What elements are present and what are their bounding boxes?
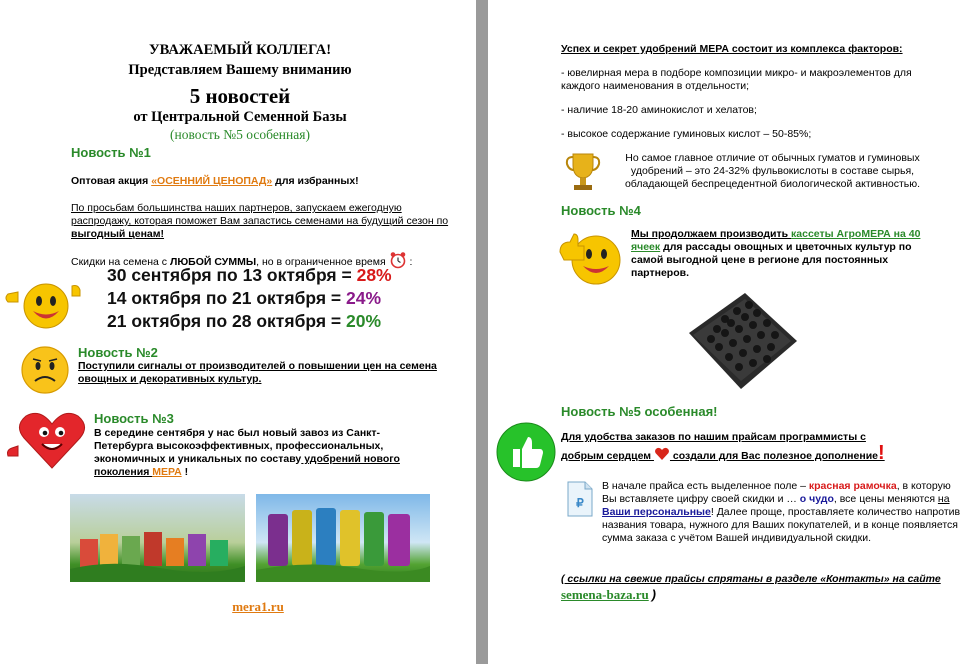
news4-lead: Мы продолжаем производить — [631, 228, 792, 240]
links-note-close: ) — [651, 587, 657, 602]
discount-suffix: , но в ограниченное время — [256, 256, 386, 268]
red-frame-label: красная рамочка — [808, 480, 897, 492]
intro-title: Успех и секрет удобрений МЕРА состоит из комплекса факторов: — [561, 43, 903, 55]
links-note-text: ( ссылки на свежие прайсы спрятаны в разделе «Контакты» на сайте — [561, 573, 941, 585]
news5-exclaim: ! — [878, 442, 885, 464]
promo-link[interactable]: «ОСЕННИЙ ЦЕНОПАД» — [151, 175, 273, 187]
fertilizer-bottles-photo — [256, 494, 430, 582]
sad-face-icon — [20, 345, 70, 395]
thumbs-up-badge-icon — [495, 421, 557, 483]
header-count: 5 новостей — [189, 84, 291, 108]
personal-prices-label: Ваши персональные — [602, 506, 711, 518]
news3-title: Новость №3 — [94, 411, 174, 426]
news1-para-text: По просьбам большинства наших партнеров, запускаем ежегодную распродажу, которая поможет Вам запастись семенами на будущий сезон по — [71, 202, 449, 227]
p-intro: В начале прайса есть выделенное поле – — [602, 480, 809, 492]
p-na: на — [937, 493, 950, 505]
date-range-2: 14 октября по 21 октября = — [107, 288, 347, 308]
news5-head-part1: Для удобства заказов по нашим прайсам программисты с добрым сердцем — [561, 431, 866, 462]
links-note — [561, 571, 941, 604]
news5-head — [561, 429, 901, 464]
date-line-3 — [107, 311, 381, 332]
seed-packets-photo — [70, 494, 245, 582]
news1-promo-suffix: для избранных! — [272, 175, 359, 187]
header-intro: Представляем Вашему вниманию — [128, 62, 352, 78]
bullet-3: - высокое содержание гуминовых кислот – 50-85%; — [561, 128, 812, 140]
bullet-1: - ювелирная мера в подборе композиции микро- и макроэлементов для каждого наименования в отдельности; — [561, 67, 912, 92]
left-page — [0, 0, 476, 664]
news1-promo-prefix: Оптовая акция — [71, 175, 152, 187]
date-pct-3: 20% — [346, 311, 382, 331]
thumbs-smiley-icon — [2, 276, 90, 334]
news3-tail: ! — [181, 466, 189, 478]
right-page — [488, 0, 968, 664]
p-rest: ! Далее проще, проставляете количество напротив названия товара, нужного для Ваших покупателей, и в конце появляется сумма заказа с учётом Вашей индивидуальной скидки. — [602, 506, 961, 544]
news3-text-body: В середине сентября у нас был новый завоз из Санкт-Петербурга высокоэффективных, профессиональных, экономичных и уникальных по составу — [94, 427, 384, 465]
news2-text: Поступили сигналы от производителей о повышении цен на семена овощных и декоративных культур. — [78, 360, 437, 385]
news5-title: Новость №5 особенная! — [561, 404, 718, 419]
trophy-text: Но самое главное отличие от обычных гуматов и гуминовых удобрений – это 24-32% фульвокислоты в составе сырья, обладающей беспрецедентной биологической активностью. — [624, 152, 921, 190]
news5-paragraph — [561, 480, 961, 545]
discount-bold: ЛЮБОЙ СУММЫ — [169, 256, 257, 268]
news1-promo — [71, 175, 451, 188]
news3-brand[interactable]: МЕРА — [152, 466, 182, 478]
cassettes-link[interactable]: кассеты АгроМЕРА на 40 ячеек — [631, 228, 921, 253]
header-greeting: УВАЖАЕМЫЙ КОЛЛЕГА! — [148, 42, 332, 58]
news1-para-bold: выгодный ценам! — [71, 228, 165, 240]
news4-title: Новость №4 — [561, 203, 641, 218]
p-middle: , в которую Вы вставляете цифру своей скидки и … — [602, 480, 951, 505]
date-range-1: 30 сентября по 13 октября = — [107, 265, 357, 285]
news4-text — [631, 228, 936, 280]
date-line-1 — [107, 265, 392, 286]
trophy-icon — [565, 151, 601, 193]
header-source: от Центральной Семенной Базы — [133, 109, 347, 125]
news4-rest: для рассады овощных и цветочных культур по самой выгодной цене в регионе для постоянных партнеров. — [631, 241, 912, 279]
header-note: (новость №5 особенная) — [170, 127, 310, 142]
date-pct-1: 28% — [356, 265, 392, 285]
news3-text — [94, 427, 434, 479]
news2-title: Новость №2 — [78, 345, 158, 360]
svg-text:₽: ₽ — [576, 496, 584, 510]
date-pct-2: 24% — [346, 288, 382, 308]
date-line-2 — [107, 288, 381, 309]
heart-icon — [654, 447, 670, 461]
discount-prefix: Скидки на семена с — [71, 256, 170, 268]
bullet-2: - наличие 18-20 аминокислот и хелатов; — [561, 104, 757, 116]
thumbs-up-smiley-icon — [558, 226, 628, 290]
seedling-cassette-photo — [685, 289, 801, 393]
news1-paragraph — [71, 202, 451, 241]
news1-title: Новость №1 — [71, 145, 151, 160]
site-link-mera[interactable]: mera1.ru — [232, 599, 284, 614]
news3-fertilizer-link[interactable]: удобрений нового поколения — [94, 453, 400, 478]
site-link-semena[interactable]: semena-baza.ru — [561, 587, 649, 602]
date-range-3: 21 октября по 28 октября = — [107, 311, 347, 331]
p-prices: , все цены меняются — [833, 493, 938, 505]
wonder-label: о чудо — [799, 493, 834, 505]
news5-head-part2: создали для Вас полезное дополнение — [669, 450, 878, 462]
news1-discount: Скидки на семена с ЛЮБОЙ СУММЫ, но в ограниченное время : — [71, 251, 451, 269]
heart-character-icon — [2, 408, 94, 472]
